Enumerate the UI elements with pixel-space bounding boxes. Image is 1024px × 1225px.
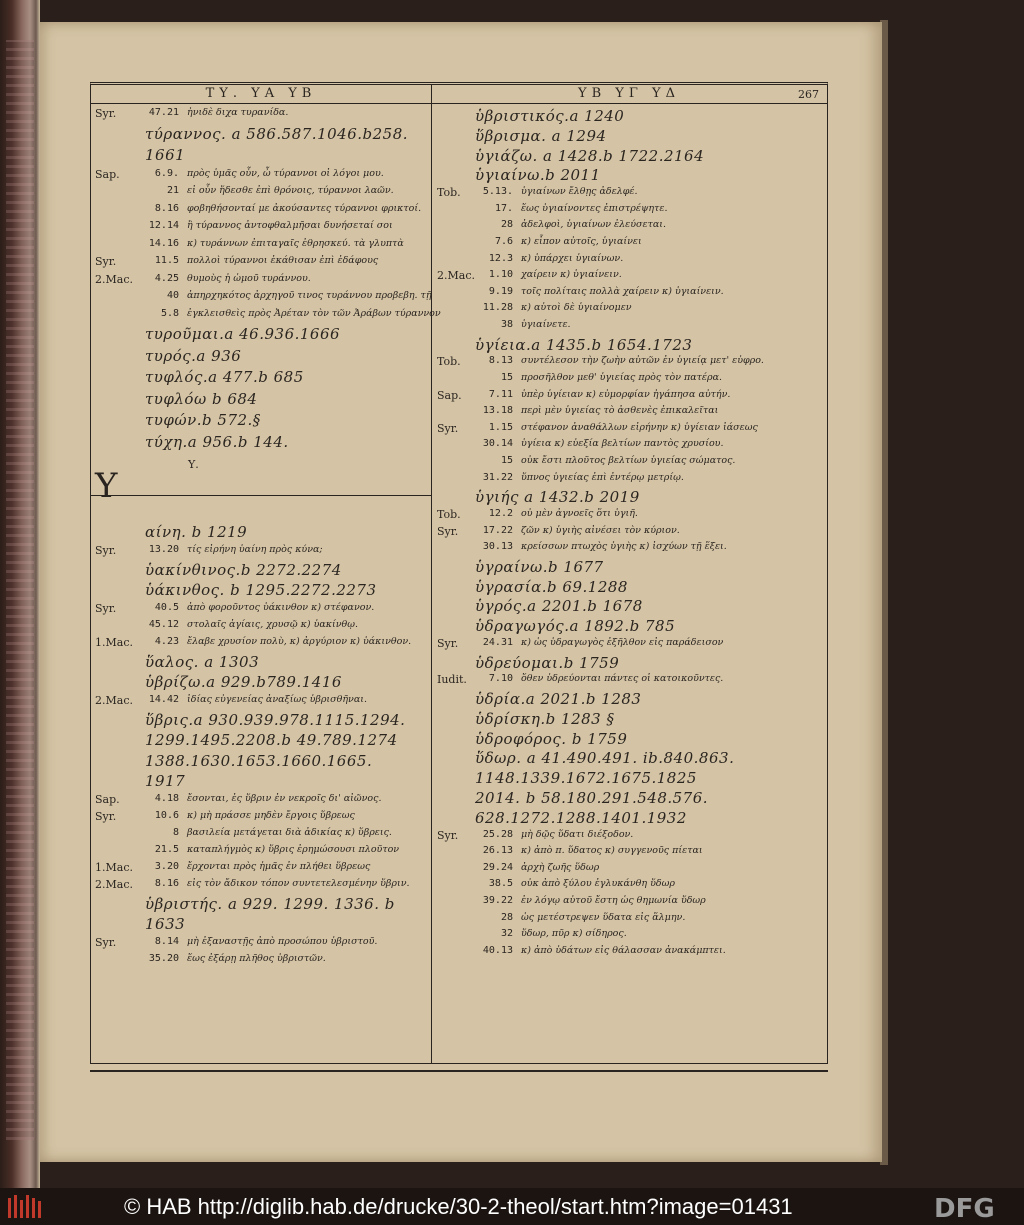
quotation-text: καταπλήγμὸς κ) ὕβρις ἐρημώσουσι πλοῦτον — [187, 843, 400, 855]
verse-citation: 35.20 — [148, 952, 179, 964]
quotation-text: ἰδίας εὐγενείας ἀναξίως ὑβρισθῆναι. — [187, 693, 367, 705]
quotation-text: κ) ὡς ὑδραγωγὸς ἐξῆλθον εἰς παράδεισον — [521, 637, 724, 648]
verse-citation: 11.28 — [482, 302, 513, 314]
verse-citation: 40 — [166, 290, 179, 301]
lemma-text: ὕαλος. a 1303 — [145, 652, 260, 671]
verse-citation: 1.10 — [488, 269, 513, 281]
book-reference: Tob. — [437, 508, 461, 521]
verse-citation: 29.24 — [482, 861, 513, 873]
verse-citation: 24.31 — [482, 637, 513, 648]
verse-citation: 21.5 — [154, 843, 179, 855]
bottom-rule — [90, 1070, 828, 1072]
lemma-text: τυφλόω b 684 — [145, 389, 258, 408]
verse-citation: 5.8 — [160, 307, 179, 319]
quotation-text: κ) ὑπάρχει ὑγιαίνων. — [521, 252, 624, 264]
verse-citation: 8.14 — [154, 935, 179, 947]
verse-citation: 12.3 — [488, 252, 513, 264]
book-reference: Syr. — [95, 543, 117, 557]
verse-citation: 38.5 — [488, 878, 513, 890]
verse-citation: 6.9. — [154, 167, 179, 179]
book-reference: 2.Mac. — [437, 269, 475, 283]
verse-citation: 8.13 — [488, 355, 513, 367]
verse-citation: 30.13 — [482, 541, 513, 553]
quotation-text: ἀρχὴ ζωῆς ὕδωρ — [521, 861, 600, 873]
quotation-text: ἔρχονται πρὸς ἡμᾶς ἐν πλήθει ὕβρεως — [187, 860, 371, 872]
lemma-text: ὑδρεύομαι.b 1759 — [475, 653, 620, 672]
quotation-text: ὑγιαίνων ἔλθῃς ἀδελφέ. — [521, 186, 638, 198]
quotation-text: μὴ δῷς ὕδατι διέξοδον. — [521, 828, 634, 840]
verse-citation: 5.13. — [482, 186, 513, 198]
verse-citation: 12.14 — [148, 220, 179, 231]
quotation-text: εἰ οὖν ἥδεσθε ἐπὶ θρόνοις, τύραννοι λαῶν. — [187, 185, 394, 196]
quotation-text: μὴ ἐξαναστῇς ἀπὸ προσώπου ὑβριστοῦ. — [187, 935, 378, 947]
quotation-text: κ) αὐτοὶ δὲ ὑγιαίνομεν — [521, 302, 632, 314]
verse-citation: 28 — [500, 219, 513, 231]
lemma-text: ὑβριστικός.a 1240 — [475, 107, 625, 125]
lemma-text: ὑγιάζω. a 1428.b 1722.2164 — [475, 146, 705, 165]
lemma-text: ὕβρισμα. a 1294 — [475, 126, 607, 145]
lemma-text: ὑγρασία.b 69.1288 — [475, 577, 628, 596]
lemma-text: τύραννος. a 586.587.1046.b258. — [145, 124, 409, 143]
lemma-text: ὑγιαίνω.b 2011 — [475, 166, 601, 185]
verse-citation: 11.5 — [154, 255, 179, 266]
page-frame — [90, 82, 828, 1064]
verse-citation: 26.13 — [482, 845, 513, 857]
quotation-text: θυμοὺς ἠ ὠμοῦ τυράννου. — [187, 272, 311, 284]
page-number: 267 — [798, 88, 819, 101]
verse-citation: 39.22 — [482, 895, 513, 906]
quotation-text: φοβηθήσονταί με ἀκούσαντες τύραννοι φρικτοί. — [187, 202, 422, 214]
book-reference: Syr. — [437, 637, 459, 650]
quotation-text: πρὸς ὑμᾶς οὖν, ὦ τύραννοι οἱ λόγοι μου. — [187, 167, 384, 179]
quotation-text: ὕπνος ὑγιείας ἐπὶ ἐντέρῳ μετρίῳ. — [521, 471, 684, 483]
verse-citation: 17. — [494, 202, 513, 214]
quotation-text: στέφανον ἀναθάλλων εἰρήνην κ) ὑγίειαν ἰάσεως — [521, 421, 758, 433]
book-reference: Sap. — [95, 792, 120, 806]
verse-citation: 9.19 — [488, 285, 513, 297]
quotation-text: στολαῖς ἁγίαις, χρυσῷ κ) ὑακίνθῳ. — [187, 618, 359, 630]
verse-citation: 10.6 — [154, 809, 179, 821]
verse-citation: 15 — [500, 455, 513, 466]
verse-citation: 13.20 — [148, 543, 179, 555]
verse-citation: 47.21 — [148, 107, 179, 118]
quotation-text: οὐ μὲν ἀγνοεῖς ὅτι ὑγιῆ. — [521, 508, 638, 519]
lemma-text: ὑβρίζω.a 929.b789.1416 — [145, 673, 342, 691]
lemma-text: τύχη.a 956.b 144. — [145, 432, 289, 451]
lemma-text: τυφλός.a 477.b 685 — [145, 368, 304, 386]
lemma-text: ὑδρίσκη.b 1283 § — [475, 709, 615, 728]
quotation-text: ἠνιδὲ διχα τυρανίδα. — [187, 107, 289, 118]
section-rule — [91, 495, 431, 496]
book-reference: Syr. — [437, 828, 459, 842]
quotation-text: ἀδελφοὶ, ὑγιαίνων ἐλεύσεται. — [521, 219, 667, 231]
quotation-text: βασιλεία μετάγεται διὰ ἀδικίας κ) ὕβρεις. — [187, 826, 392, 838]
quotation-text: ἀπὸ φοροῦντος ὑάκινθον κ) στέφανον. — [187, 601, 375, 613]
lemma-text: ὑγραίνω.b 1677 — [475, 557, 604, 576]
book-reference: Syr. — [95, 107, 117, 120]
lemma-text: 1299.1495.2208.b 49.789.1274 — [145, 731, 398, 749]
quotation-text: ὡς μετέστρεψεν ὕδατα εἰς ἅλμην. — [521, 911, 686, 923]
book-reference: 2.Mac. — [95, 693, 133, 707]
verse-citation: 40.13 — [482, 944, 513, 956]
quotation-text: ἔλαβε χρυσίον πολὺ, κ) ἀργύριον κ) ὑάκινθον. — [187, 635, 412, 647]
quotation-text: κ) τυράννων ἐπιταγαῖς ἐθρησκεύ. τὰ γλυπτὰ — [187, 237, 404, 249]
book-reference: Sap. — [437, 388, 462, 402]
quotation-text: ὕδωρ, πῦρ κ) σίδηρος. — [521, 928, 627, 940]
quotation-text: τοῖς πολίταις πολλὰ χαίρειν κ) ὑγιαίνειν. — [521, 285, 724, 297]
book-reference: 1.Mac. — [95, 635, 133, 649]
verse-citation: 14.16 — [148, 237, 179, 249]
quotation-text: ἐγκλεισθεὶς πρὸς Ἀρέταν τὸν τῶν Ἀράβων τύραννον — [187, 307, 441, 319]
book-reference: Sap. — [95, 167, 120, 181]
verse-citation: 17.22 — [482, 524, 513, 536]
big-initial: Υ — [95, 466, 118, 506]
quotation-text: χαίρειν κ) ὑγιαίνειν. — [521, 269, 622, 281]
running-head-left: ΤΥ. ΥΑ ΥΒ — [91, 85, 431, 104]
quotation-text: ζῶν κ) ὑγιὴς αἰνέσει τὸν κύριον. — [521, 524, 680, 536]
quotation-text: τίς εἰρήνη ὑαίνη πρὸς κύνα; — [187, 543, 323, 555]
quotation-text: ἔσονται, ἐς ὕβριν ἐν νεκροῖς δι' αἰῶνος. — [187, 792, 382, 804]
book-reference: Syr. — [95, 255, 117, 268]
verse-citation: 13.18 — [482, 405, 513, 417]
copyright-url: © HAB http://diglib.hab.de/drucke/30-2-theol/start.htm?image=01431 — [124, 1194, 793, 1219]
section-letter: Υ. — [188, 458, 199, 471]
book-reference: Iudit. — [437, 673, 467, 687]
quotation-text: οὐκ ἔστι πλοῦτος βελτίων ὑγιείας σώματος. — [521, 455, 736, 466]
verse-citation: 4.18 — [154, 792, 179, 804]
quotation-text: εἰς τὸν ἄδικον τόπον συντετελεσμένην ὕβριν. — [187, 877, 410, 889]
book-reference: Syr. — [95, 809, 117, 823]
verse-citation: 8 — [172, 826, 179, 838]
lemma-text: ὑδραγωγός.a 1892.b 785 — [475, 617, 676, 636]
quotation-text: κ) μὴ πράσσε μηδὲν ἔργοις ὕβρεως — [187, 809, 355, 821]
lemma-text: ὑγιής a 1432.b 2019 — [475, 488, 640, 507]
lemma-text: 1661 — [145, 146, 186, 164]
verse-citation: 1.15 — [488, 421, 513, 433]
lemma-text: 2014. b 58.180.291.548.576. — [475, 789, 709, 807]
lemma-text: ὕδωρ. a 41.490.491. ib.840.863. — [475, 749, 735, 768]
book-reference: Syr. — [95, 601, 117, 615]
quotation-text: ἀπηρχηκότος ἀρχηγοῦ τινος τυράννου προβεβη. τῇ — [187, 290, 432, 301]
dfg-logo-text: DFG — [934, 1194, 995, 1221]
running-head-right — [431, 85, 827, 104]
verse-citation: 7.10 — [488, 673, 513, 685]
book-reference: 1.Mac. — [95, 860, 133, 874]
lemma-text: ὑδρία.a 2021.b 1283 — [475, 690, 642, 708]
verse-citation: 4.25 — [154, 272, 179, 284]
lemma-text: 1917 — [145, 772, 186, 790]
lemma-text: ὑβριστής. a 929. 1299. 1336. b — [145, 894, 395, 913]
verse-citation: 8.16 — [154, 202, 179, 214]
quotation-text: προσῆλθον μεθ' ὑγιείας πρὸς τὸν πατέρα. — [521, 372, 723, 383]
lemma-text: ὑγρός.a 2201.b 1678 — [475, 597, 643, 616]
quotation-text: ὅθεν ὑδρεύονται πάντες οἱ κατοικοῦντες. — [521, 673, 724, 685]
quotation-text: ἕως ἐξάρῃ πλῆθος ὑβριστῶν. — [187, 952, 326, 964]
hab-logo-icon — [6, 1192, 46, 1222]
lemma-text: ὑδροφόρος. b 1759 — [475, 729, 628, 748]
book-reference: Tob. — [437, 186, 461, 200]
book-reference: Syr. — [95, 935, 117, 949]
verse-citation: 40.5 — [154, 601, 179, 613]
book-reference: Tob. — [437, 355, 461, 369]
verse-citation: 28 — [500, 911, 513, 923]
lemma-text: ὑάκινθος. b 1295.2272.2273 — [145, 581, 377, 599]
quotation-text: ὑπὲρ ὑγίειαν κ) εὐμορφίαν ἠγάπησα αὐτήν. — [521, 388, 731, 400]
quotation-text: ἢ τύραννος ἀντοφθαλμῆσαι δυνήσεταί σοι — [187, 220, 393, 231]
verse-citation: 3.20 — [154, 860, 179, 872]
book-reference: 2.Mac. — [95, 272, 133, 286]
lemma-text: αίνη. b 1219 — [145, 523, 248, 541]
lemma-text: ὑγίεια.a 1435.b 1654.1723 — [475, 335, 693, 354]
verse-citation: 31.22 — [482, 471, 513, 483]
quotation-text: κρείσσων πτωχὸς ὑγιὴς κ) ἰσχύων τῇ ἕξει. — [521, 541, 727, 553]
verse-citation: 30.14 — [482, 438, 513, 450]
verse-citation: 12.2 — [488, 508, 513, 519]
book-reference: Syr. — [437, 421, 459, 435]
verse-citation: 21 — [166, 185, 179, 196]
lemma-text: ὕβρις.a 930.939.978.1115.1294. — [145, 710, 406, 729]
running-head-right-text: ΥΒ ΥΓ ΥΔ — [578, 86, 680, 101]
verse-citation: 45.12 — [148, 618, 179, 630]
lemma-text: 1633 — [145, 915, 186, 933]
verse-citation: 7.6 — [494, 236, 513, 247]
quotation-text: κ) ἀπὸ π. ὕδατος κ) συγγενοῦς πίεται — [521, 845, 703, 857]
lemma-text: 1148.1339.1672.1675.1825 — [475, 769, 697, 788]
book-reference: Syr. — [437, 524, 459, 538]
verse-citation: 38 — [500, 319, 513, 330]
dfg-logo-icon — [934, 1193, 1020, 1221]
quotation-text: περὶ μὲν ὑγιείας τὸ ἀσθενὲς ἐπικαλεῖται — [521, 405, 719, 417]
lemma-text: τυροῦμαι.a 46.936.1666 — [145, 325, 341, 343]
quotation-text: οὐκ ἀπὸ ξύλου ἐγλυκάνθη ὕδωρ — [521, 878, 675, 890]
quotation-text: ἐν λόγῳ αὐτοῦ ἔστη ὡς θημωνία ὕδωρ — [521, 895, 706, 906]
quotation-text: ὑγίεια κ) εὐεξία βελτίων παντὸς χρυσίου. — [521, 438, 724, 450]
lemma-text: 628.1272.1288.1401.1932 — [475, 808, 687, 827]
book-page — [40, 22, 882, 1162]
binding-texture — [6, 40, 34, 1140]
column-rule — [431, 85, 432, 1063]
book-reference: 2.Mac. — [95, 877, 133, 891]
verse-citation: 8.16 — [154, 877, 179, 889]
verse-citation: 4.23 — [154, 635, 179, 647]
verse-citation: 14.42 — [148, 693, 179, 705]
footer-bar — [0, 1188, 1024, 1225]
lemma-text: ὑακίνθινος.b 2272.2274 — [145, 560, 342, 579]
lemma-text: τυφών.b 572.§ — [145, 411, 261, 429]
quotation-text: συντέλεσον τὴν ζωὴν αὐτῶν ἐν ὑγιείᾳ μετ' εὐφρο. — [521, 355, 764, 367]
verse-citation: 25.28 — [482, 828, 513, 840]
quotation-text: πολλοὶ τύραννοι ἐκάθισαν ἐπὶ ἐδάφους — [187, 255, 379, 266]
quotation-text: κ) ἀπὸ ὑδάτων εἰς θάλασσαν ἀνακάμπτει. — [521, 944, 726, 956]
quotation-text: κ) εἶπον αὐτοῖς, ὑγιαίνει — [521, 236, 642, 247]
quotation-text: ὑγιαίνετε. — [521, 319, 571, 330]
lemma-text: τυρός.a 936 — [145, 346, 242, 365]
quotation-text: ἕως ὑγιαίνοντες ἐπιστρέψητε. — [521, 202, 668, 214]
verse-citation: 15 — [500, 372, 513, 383]
lemma-text: 1388.1630.1653.1660.1665. — [145, 751, 373, 770]
book-binding — [0, 0, 40, 1188]
verse-citation: 7.11 — [488, 388, 513, 400]
verse-citation: 32 — [500, 928, 513, 940]
